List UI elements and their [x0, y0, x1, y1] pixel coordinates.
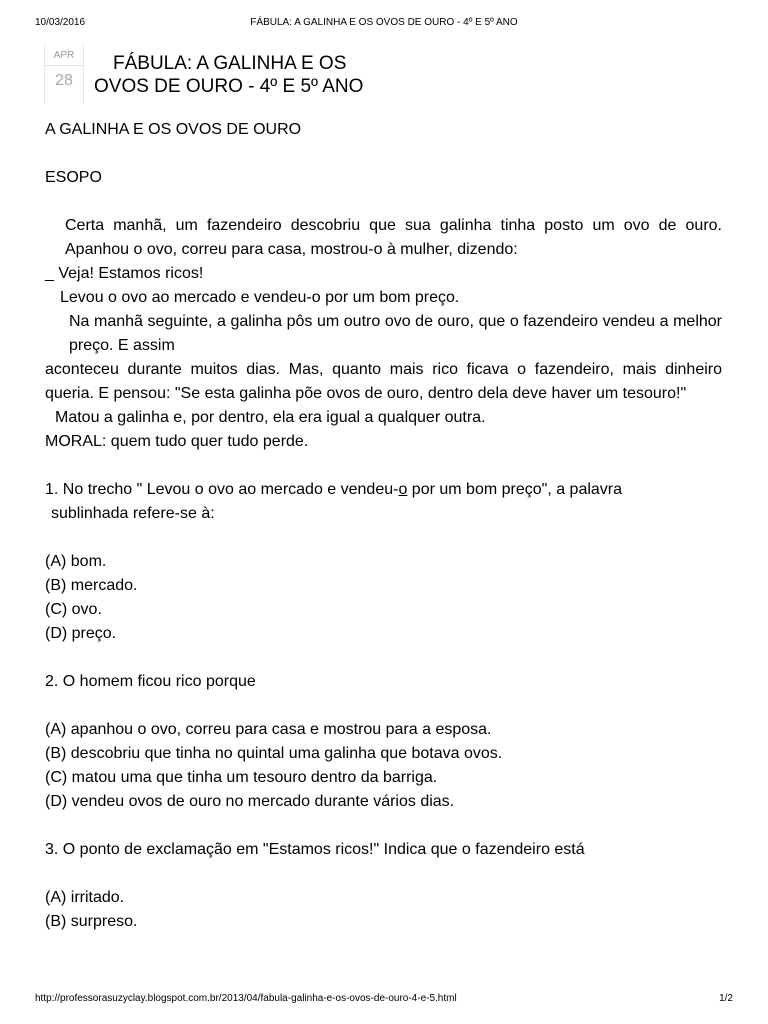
story-paragraph-4: aconteceu durante muitos dias. Mas, quanto mais rico ficava o fazendeiro, mais dinheiro queria. E pensou: "Se esta galinha põe ovos de ouro, dentro dela deve haver um tesouro!" — [45, 361, 722, 402]
question-3-prompt: 3. O ponto de exclamação em "Estamos ricos!" Indica que o fazendeiro está — [45, 841, 585, 858]
question-3-option: (B) surpreso. — [45, 913, 138, 930]
question-1-prompt-after: por um bom preço", a palavra — [407, 481, 623, 498]
print-page-url: http://professorasuzyclay.blogspot.com.br/2013/04/fabula-galinha-e-os-ovos-de-ouro-4-e-5.html — [35, 993, 457, 1004]
story-exclamation: _ Veja! Estamos ricos! — [45, 265, 204, 282]
print-date: 10/03/2016 — [35, 17, 86, 28]
story-paragraph-1: Certa manhã, um fazendeiro descobriu que sua galinha tinha posto um ovo de ouro. Apanhou o ovo, correu para casa, mostrou-o à mulher, dizendo: — [65, 217, 722, 258]
story-paragraph-3: Na manhã seguinte, a galinha pôs um outro ovo de ouro, que o fazendeiro vendeu a melhor preço. E assim — [69, 313, 722, 354]
question-1-option: (A) bom. — [45, 553, 107, 570]
question-2-prompt: 2. O homem ficou rico porque — [45, 673, 256, 690]
post-title-line-1[interactable]: FÁBULA: A GALINHA E OS — [113, 53, 347, 74]
post-date-day: 28 — [55, 72, 73, 89]
story-paragraph-5: Matou a galinha e, por dentro, ela era igual a qualquer outra. — [55, 409, 486, 426]
question-1-prompt-line-2: sublinhada refere-se à: — [51, 505, 215, 522]
question-1-underlined-word: o — [398, 481, 408, 498]
question-1-option: (D) preço. — [45, 625, 117, 642]
question-2-option: (B) descobriu que tinha no quintal uma galinha que botava ovos. — [45, 745, 503, 762]
story-heading: A GALINHA E OS OVOS DE OURO — [45, 121, 302, 138]
question-1-option: (C) ovo. — [45, 601, 102, 618]
question-2-option: (A) apanhou o ovo, correu para casa e mostrou para a esposa. — [45, 721, 492, 738]
question-2-option: (D) vendeu ovos de ouro no mercado durante vários dias. — [45, 793, 455, 810]
story-author: ESOPO — [45, 169, 102, 186]
post-title[interactable] — [94, 52, 424, 98]
story-paragraph-2: Levou o ovo ao mercado e vendeu-o por um bom preço. — [60, 289, 460, 306]
question-2-option: (C) matou uma que tinha um tesouro dentro da barriga. — [45, 769, 438, 786]
question-3-option: (A) irritado. — [45, 889, 125, 906]
question-1-option: (B) mercado. — [45, 577, 138, 594]
story-moral: MORAL: quem tudo quer tudo perde. — [45, 433, 309, 450]
question-1-prompt — [45, 478, 722, 502]
post-date-month: APR — [45, 49, 83, 66]
post-title-line-2[interactable]: OVOS DE OURO - 4º E 5º ANO — [94, 76, 364, 97]
question-1-prompt-before: 1. No trecho " Levou o ovo ao mercado e vendeu- — [45, 481, 399, 498]
post-date-badge — [44, 44, 84, 104]
print-page-number: 1/2 — [719, 993, 733, 1004]
print-page-title: FÁBULA: A GALINHA E OS OVOS DE OURO - 4º E 5º ANO — [250, 17, 518, 28]
post-body — [45, 118, 722, 934]
